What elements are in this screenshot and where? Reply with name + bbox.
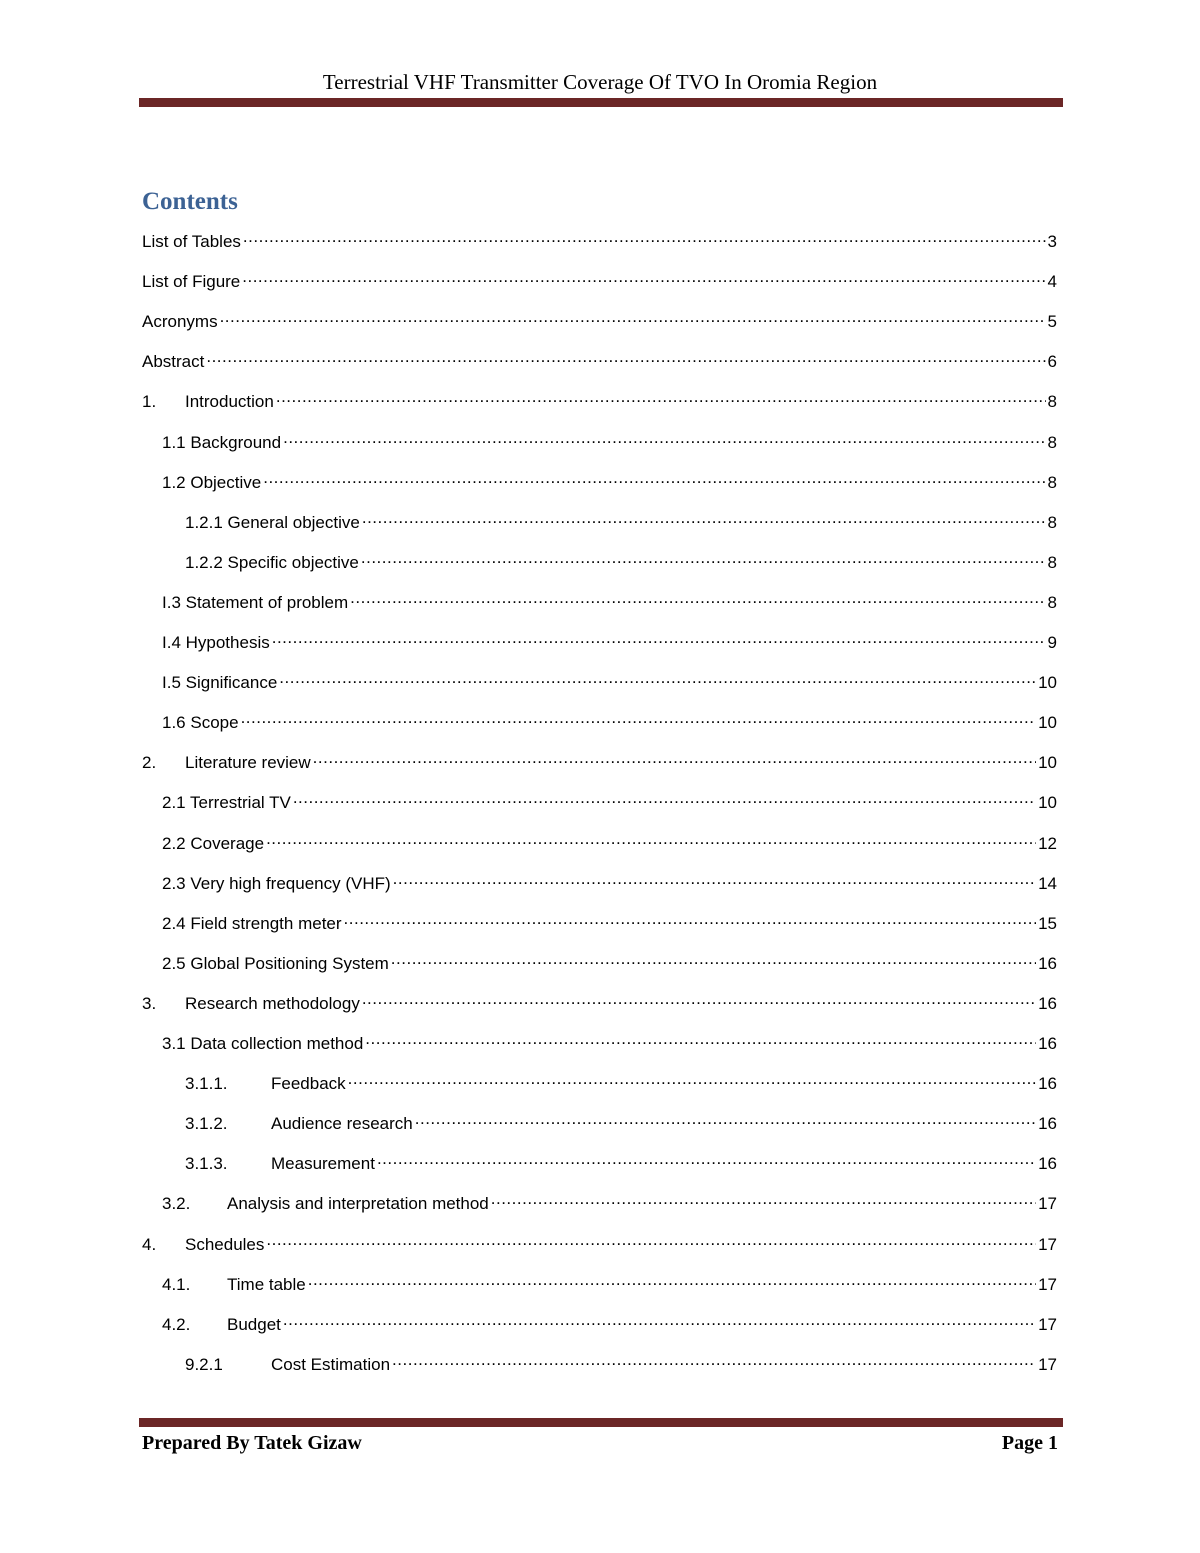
toc-entry[interactable] xyxy=(142,989,1057,1013)
toc-dot-leader xyxy=(308,1270,1036,1290)
toc-entry-page: 8 xyxy=(1047,593,1057,612)
toc-entry[interactable] xyxy=(142,1230,1057,1254)
toc-entry-page: 10 xyxy=(1038,713,1057,732)
toc-dot-leader xyxy=(266,1230,1036,1250)
toc-entry[interactable] xyxy=(142,347,1057,371)
contents-heading: Contents xyxy=(142,188,238,215)
toc-entry-label: 1.1 Background xyxy=(162,433,282,452)
toc-entry-label: Abstract xyxy=(142,352,205,371)
toc-dot-leader xyxy=(313,748,1036,768)
toc-entry[interactable] xyxy=(142,748,1057,772)
toc-entry[interactable] xyxy=(162,909,1057,933)
toc-dot-leader xyxy=(415,1109,1036,1129)
toc-entry-label: Budget xyxy=(227,1315,281,1334)
toc-entry[interactable] xyxy=(185,1350,1057,1374)
footer-rule xyxy=(139,1418,1063,1427)
footer-author: Prepared By Tatek Gizaw xyxy=(142,1432,362,1454)
toc-entry-label: 2.5 Global Positioning System xyxy=(162,954,389,973)
toc-entry-page: 17 xyxy=(1038,1275,1057,1294)
toc-dot-leader xyxy=(272,628,1046,648)
toc-entry[interactable] xyxy=(185,508,1057,532)
toc-entry-label: 1.2.1 General objective xyxy=(185,513,360,532)
toc-entry-page: 15 xyxy=(1038,914,1057,933)
toc-entry-number: 3.1.2. xyxy=(185,1114,228,1133)
toc-entry[interactable] xyxy=(162,1270,1057,1294)
toc-entry[interactable] xyxy=(185,548,1057,572)
toc-entry[interactable] xyxy=(162,949,1057,973)
toc-entry-label: 2.2 Coverage xyxy=(162,834,265,853)
toc-entry-page: 5 xyxy=(1047,312,1057,331)
toc-entry-label: 1.2.2 Specific objective xyxy=(185,553,359,572)
toc-dot-leader xyxy=(391,949,1036,969)
toc-entry-label: List of Figure xyxy=(142,272,241,291)
toc-dot-leader xyxy=(283,1310,1036,1330)
toc-entry-label: Introduction xyxy=(185,392,274,411)
toc-dot-leader xyxy=(242,267,1045,287)
toc-entry-label: Literature review xyxy=(185,753,311,772)
toc-entry-label: I.4 Hypothesis xyxy=(162,633,270,652)
toc-entry[interactable] xyxy=(162,869,1057,893)
toc-entry-page: 6 xyxy=(1047,352,1057,371)
toc-dot-leader xyxy=(243,227,1046,247)
toc-entry-page: 16 xyxy=(1038,994,1057,1013)
toc-dot-leader xyxy=(393,869,1036,889)
toc-entry[interactable] xyxy=(162,588,1057,612)
toc-entry[interactable] xyxy=(162,708,1057,732)
toc-entry[interactable] xyxy=(185,1069,1057,1093)
toc-entry-page: 17 xyxy=(1038,1235,1057,1254)
toc-entry-page: 16 xyxy=(1038,954,1057,973)
toc-entry-label: 1.6 Scope xyxy=(162,713,239,732)
toc-entry-page: 16 xyxy=(1038,1074,1057,1093)
toc-dot-leader xyxy=(365,1029,1036,1049)
toc-entry[interactable] xyxy=(162,668,1057,692)
toc-dot-leader xyxy=(361,548,1046,568)
toc-dot-leader xyxy=(362,989,1036,1009)
toc-entry-page: 8 xyxy=(1047,513,1057,532)
toc-entry-number: 2. xyxy=(142,753,157,772)
toc-entry-page: 8 xyxy=(1047,392,1057,411)
toc-dot-leader xyxy=(293,788,1036,808)
toc-entry[interactable] xyxy=(162,628,1057,652)
toc-dot-leader xyxy=(392,1350,1036,1370)
toc-entry-number: 4.1. xyxy=(162,1275,191,1294)
toc-entry-number: 4.2. xyxy=(162,1315,191,1334)
toc-entry-number: 3.1.1. xyxy=(185,1074,228,1093)
toc-entry-page: 9 xyxy=(1047,633,1057,652)
toc-entry-page: 17 xyxy=(1038,1355,1057,1374)
toc-entry-label: 2.3 Very high frequency (VHF) xyxy=(162,874,391,893)
toc-entry-number: 4. xyxy=(142,1235,157,1254)
toc-entry[interactable] xyxy=(162,788,1057,812)
toc-entry-page: 8 xyxy=(1047,433,1057,452)
toc-entry[interactable] xyxy=(162,428,1057,452)
toc-entry[interactable] xyxy=(162,1029,1057,1053)
toc-entry-page: 8 xyxy=(1047,473,1057,492)
toc-dot-leader xyxy=(348,1069,1036,1089)
toc-entry[interactable] xyxy=(142,267,1057,291)
toc-dot-leader xyxy=(491,1189,1036,1209)
toc-entry[interactable] xyxy=(162,1310,1057,1334)
toc-entry-label: Cost Estimation xyxy=(271,1355,391,1374)
toc-dot-leader xyxy=(344,909,1037,929)
toc-entry-label: Research methodology xyxy=(185,994,360,1013)
toc-entry-page: 4 xyxy=(1047,272,1057,291)
toc-entry-page: 17 xyxy=(1038,1194,1057,1213)
toc-entry[interactable] xyxy=(185,1109,1057,1133)
toc-entry-label: Schedules xyxy=(185,1235,265,1254)
toc-dot-leader xyxy=(276,387,1046,407)
toc-entry-number: 3. xyxy=(142,994,157,1013)
toc-entry-page: 12 xyxy=(1038,834,1057,853)
toc-dot-leader xyxy=(263,468,1045,488)
toc-entry[interactable] xyxy=(142,387,1057,411)
toc-entry-label: List of Tables xyxy=(142,232,241,251)
toc-entry[interactable] xyxy=(185,1149,1057,1173)
toc-entry[interactable] xyxy=(142,227,1057,251)
toc-dot-leader xyxy=(279,668,1036,688)
toc-entry-page: 16 xyxy=(1038,1154,1057,1173)
toc-entry[interactable] xyxy=(162,829,1057,853)
footer-page-number: Page 1 xyxy=(1001,1432,1058,1454)
toc-entry[interactable] xyxy=(162,1189,1057,1213)
toc-dot-leader xyxy=(206,347,1045,367)
toc-entry-label: Analysis and interpretation method xyxy=(227,1194,489,1213)
toc-entry-number: 3.2. xyxy=(162,1194,191,1213)
toc-entry-label: 3.1 Data collection method xyxy=(162,1034,364,1053)
toc-entry-label: Measurement xyxy=(271,1154,375,1173)
toc-entry-page: 10 xyxy=(1038,673,1057,692)
toc-entry-page: 14 xyxy=(1038,874,1057,893)
toc-entry-label: 1.2 Objective xyxy=(162,473,262,492)
toc-entry-label: 2.1 Terrestrial TV xyxy=(162,793,291,812)
page-header-title: Terrestrial VHF Transmitter Coverage Of TVO In Oromia Region xyxy=(322,70,878,94)
toc-entry-number: 9.2.1 xyxy=(185,1355,223,1374)
toc-entry-page: 10 xyxy=(1038,793,1057,812)
toc-dot-leader xyxy=(241,708,1037,728)
toc-dot-leader xyxy=(350,588,1045,608)
toc-entry[interactable] xyxy=(142,307,1057,331)
toc-entry-label: Time table xyxy=(227,1275,306,1294)
toc-entry-label: 2.4 Field strength meter xyxy=(162,914,342,933)
toc-entry-page: 16 xyxy=(1038,1114,1057,1133)
toc-entry-page: 10 xyxy=(1038,753,1057,772)
toc-dot-leader xyxy=(377,1149,1036,1169)
toc-entry[interactable] xyxy=(162,468,1057,492)
toc-dot-leader xyxy=(283,428,1045,448)
toc-entry-number: 1. xyxy=(142,392,157,411)
toc-entry-label: Feedback xyxy=(271,1074,346,1093)
toc-entry-label: Acronyms xyxy=(142,312,218,331)
toc-entry-number: 3.1.3. xyxy=(185,1154,228,1173)
toc-entry-page: 16 xyxy=(1038,1034,1057,1053)
toc-entry-page: 8 xyxy=(1047,553,1057,572)
toc-dot-leader xyxy=(220,307,1046,327)
toc-dot-leader xyxy=(362,508,1046,528)
toc-entry-label: I.5 Significance xyxy=(162,673,278,692)
toc-dot-leader xyxy=(266,829,1036,849)
toc-entry-label: Audience research xyxy=(271,1114,413,1133)
toc-entry-page: 17 xyxy=(1038,1315,1057,1334)
toc-entry-label: I.3 Statement of problem xyxy=(162,593,349,612)
toc-entry-page: 3 xyxy=(1047,232,1057,251)
